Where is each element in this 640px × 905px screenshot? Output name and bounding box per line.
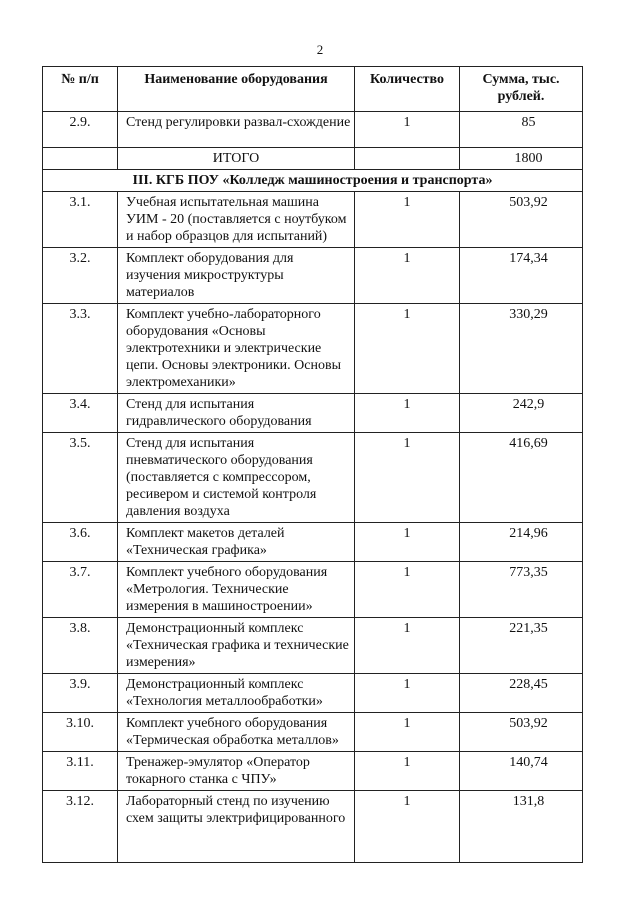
table-row [43,523,583,562]
row-name: Комплект учебного оборудования «Термическая обработка металлов» [118,713,355,752]
table-header-row [43,67,583,112]
row-qty: 1 [355,248,460,304]
row-sum: 85 [460,112,583,148]
row-name: Лабораторный стенд по изучению схем защиты электрифицированного [118,791,355,863]
row-num: 3.7. [43,562,118,618]
row-qty: 1 [355,618,460,674]
row-name: Стенд для испытания пневматического оборудования (поставляется с компрессором, ресивером и системой контроля давления воздуха [118,433,355,523]
table-row [43,562,583,618]
row-name: Комплект макетов деталей «Техническая графика» [118,523,355,562]
row-sum: 221,35 [460,618,583,674]
row-num: 3.8. [43,618,118,674]
row-qty: 1 [355,192,460,248]
header-num: № п/п [43,67,118,112]
row-qty: 1 [355,752,460,791]
section-title: III. КГБ ПОУ «Колледж машиностроения и транспорта» [43,170,583,192]
header-qty: Количество [355,67,460,112]
table-row [43,394,583,433]
row-name: Демонстрационный комплекс «Техническая графика и технические измерения» [118,618,355,674]
row-num: 3.3. [43,304,118,394]
row-qty: 1 [355,562,460,618]
row-qty: 1 [355,394,460,433]
row-qty: 1 [355,791,460,863]
row-name: Стенд для испытания гидравлического оборудования [118,394,355,433]
row-name: Демонстрационный комплекс «Технология металлообработки» [118,674,355,713]
row-qty: 1 [355,304,460,394]
table-row [43,112,583,148]
row-num: 3.4. [43,394,118,433]
row-sum: 330,29 [460,304,583,394]
row-name: Комплект учебного оборудования «Метрология. Технические измерения в машиностроении» [118,562,355,618]
equipment-table [42,66,583,863]
section-row [43,170,583,192]
row-qty: 1 [355,713,460,752]
table-row [43,752,583,791]
table-row [43,674,583,713]
row-sum: 416,69 [460,433,583,523]
total-row [43,148,583,170]
row-num: 3.2. [43,248,118,304]
row-name: Тренажер-эмулятор «Оператор токарного станка с ЧПУ» [118,752,355,791]
row-name: Стенд регулировки развал-схождение [118,112,355,148]
row-sum: 228,45 [460,674,583,713]
row-num: 3.9. [43,674,118,713]
row-sum: 214,96 [460,523,583,562]
row-sum: 131,8 [460,791,583,863]
row-name: Комплект оборудования для изучения микроструктуры материалов [118,248,355,304]
row-sum: 773,35 [460,562,583,618]
row-num: 3.10. [43,713,118,752]
table-row [43,791,583,863]
header-sum: Сумма, тыс. рублей. [460,67,583,112]
row-qty: 1 [355,523,460,562]
header-name: Наименование оборудования [118,67,355,112]
row-num: 2.9. [43,112,118,148]
row-num: 3.11. [43,752,118,791]
row-name: Комплект учебно-лабораторного оборудования «Основы электротехники и электрические цепи. Основы электроники. Основы электромеханики» [118,304,355,394]
row-qty: 1 [355,112,460,148]
total-label: ИТОГО [118,148,355,170]
row-num: 3.12. [43,791,118,863]
row-sum: 503,92 [460,192,583,248]
table-row [43,618,583,674]
row-qty: 1 [355,674,460,713]
row-sum: 174,34 [460,248,583,304]
row-num: 3.5. [43,433,118,523]
row-qty: 1 [355,433,460,523]
table-row [43,304,583,394]
row-num: 3.1. [43,192,118,248]
rows-body [43,192,583,863]
total-sum: 1800 [460,148,583,170]
row-sum: 503,92 [460,713,583,752]
table-row [43,713,583,752]
table-row [43,192,583,248]
row-name: Учебная испытательная машина УИМ - 20 (поставляется с ноутбуком и набор образцов для испытаний) [118,192,355,248]
table-row [43,433,583,523]
row-sum: 140,74 [460,752,583,791]
row-sum: 242,9 [460,394,583,433]
page-number: 2 [316,42,324,57]
row-num: 3.6. [43,523,118,562]
table-row [43,248,583,304]
